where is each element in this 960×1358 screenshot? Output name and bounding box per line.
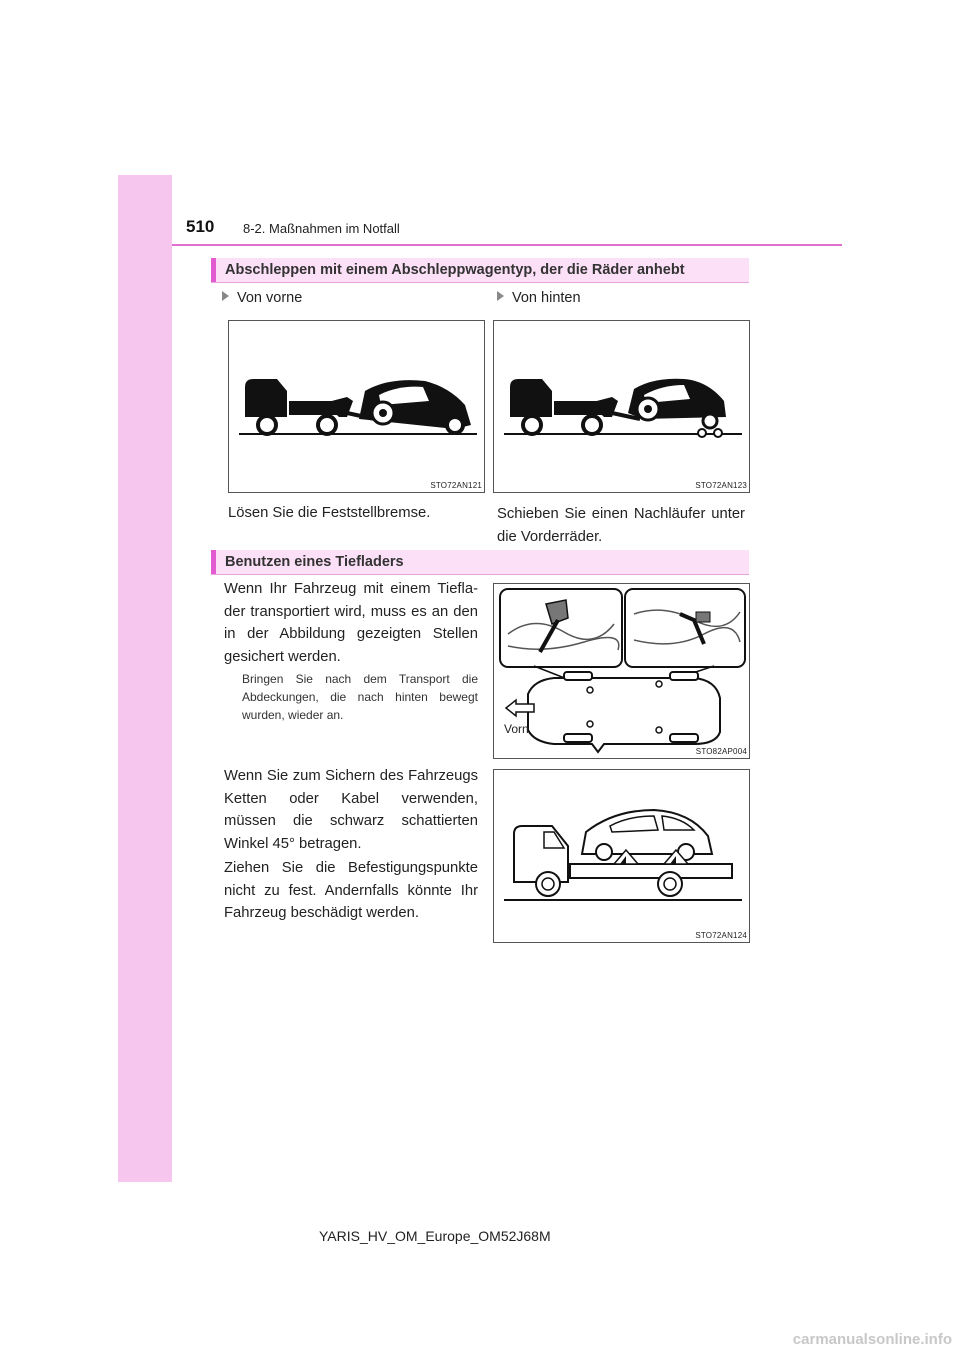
page-number: 510 <box>186 217 215 236</box>
figure-code: STO72AN123 <box>695 481 747 490</box>
figure-tow-front <box>228 320 485 493</box>
figure-code: STO82AP004 <box>695 747 747 756</box>
watermark: carmanualsonline.info <box>792 1331 952 1348</box>
paragraph-tiedown-warning: Ziehen Sie die Befestigungspunkte nicht zu fest. Andernfalls könnte Ihr Fahrzeug beschädigt werden. <box>224 860 478 921</box>
section-heading-text: Benutzen eines Tiefladers <box>225 554 404 570</box>
section-heading-text: Abschleppen mit einem Abschleppwagentyp, der die Räder anhebt <box>225 262 685 278</box>
section-heading-flatbed <box>211 550 749 575</box>
tow-truck-front-illustration <box>229 321 485 493</box>
section-heading-towing <box>211 258 749 283</box>
note-covers: Bringen Sie nach dem Transport die Abdeckungen, die nach hinten bewegt wurden, wieder an. <box>242 672 478 722</box>
caption-front: Lösen Sie die Feststellbremse. <box>228 505 431 521</box>
tiedown-points-illustration <box>494 584 750 759</box>
paragraph-chains: Wenn Sie zum Sichern des Fahrzeugs Ketten oder Kabel verwenden, müssen die schwarz schattierten Winkel 45° betragen. <box>224 768 478 852</box>
caption-rear: Schieben Sie einen Nachläufer unter die Vorderräder. <box>497 506 745 545</box>
figure-tow-rear <box>493 320 750 493</box>
footer-doc-id: YARIS_HV_OM_Europe_OM52J68M <box>319 1228 551 1244</box>
subheading-rear: Von hinten <box>497 290 581 306</box>
side-band <box>118 175 172 1182</box>
tow-truck-rear-illustration <box>494 321 750 493</box>
figure-code: STO72AN121 <box>430 481 482 490</box>
front-label: Vorn <box>504 722 529 736</box>
chapter-title: 8-2. Maßnahmen im Notfall <box>243 221 400 236</box>
triangle-bullet-icon <box>222 291 229 301</box>
figure-tiedown-points <box>493 583 750 759</box>
figure-code: STO72AN124 <box>695 931 747 940</box>
flatbed-truck-illustration <box>494 770 750 943</box>
header-rule <box>172 244 842 246</box>
triangle-bullet-icon <box>497 291 504 301</box>
subheading-front: Von vorne <box>222 290 302 306</box>
figure-flatbed-truck <box>493 769 750 943</box>
paragraph-flatbed-securing: Wenn Ihr Fahrzeug mit einem Tieflader transportiert wird, muss es an den in der Abbildung gezeigten Stellen gesichert werden. <box>224 581 478 665</box>
